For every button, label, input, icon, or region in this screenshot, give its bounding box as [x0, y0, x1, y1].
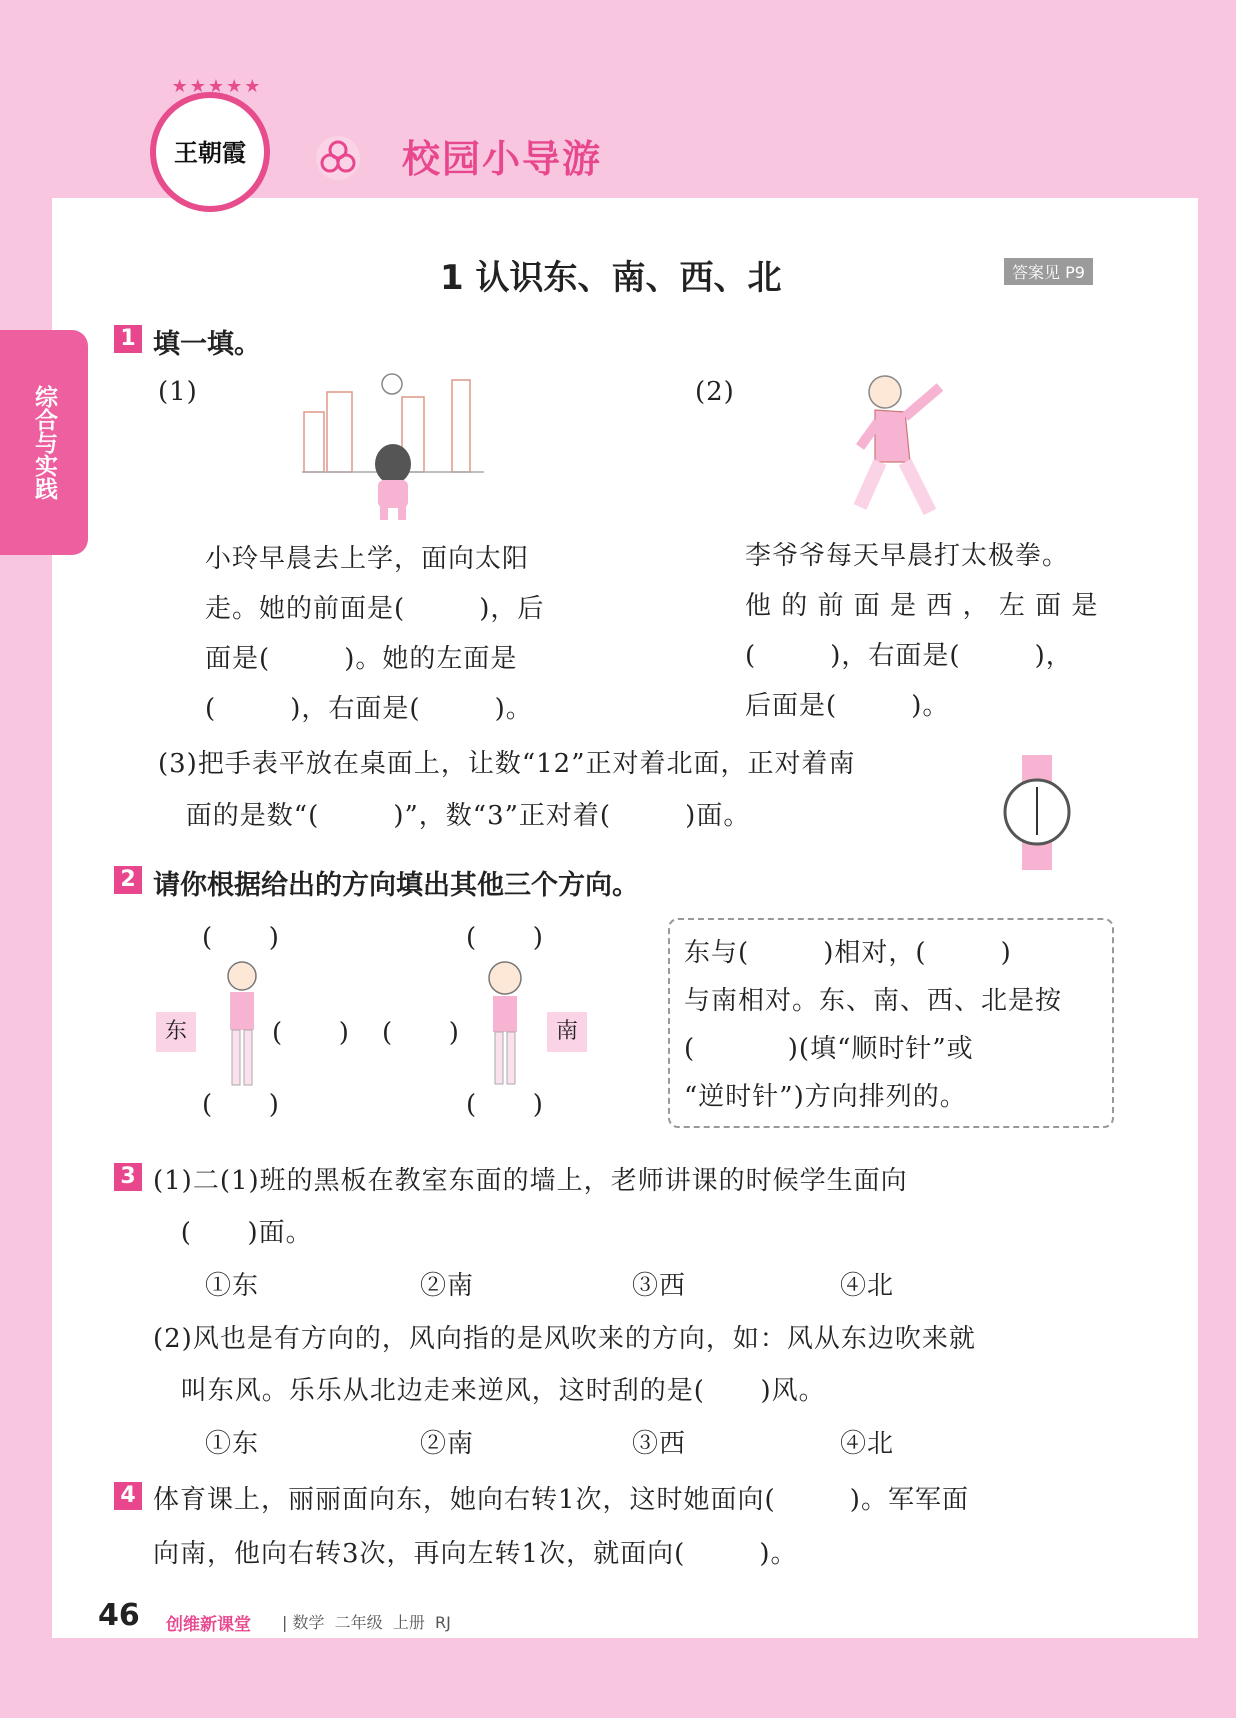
p1-line-2: 走。她的前面是( )，后 — [205, 594, 545, 624]
blank-bottom-left: ( ) — [202, 1090, 280, 1120]
option-south: ②南 — [420, 1271, 475, 1301]
blank-left-right: ( ) — [382, 1018, 460, 1048]
question-title: 填一填。 — [153, 329, 261, 360]
p3-line-2: 面的是数“( )”，数“3”正对着( )面。 — [158, 801, 751, 831]
q4-line-2: 向南，他向右转3次，再向左转1次，就面向( )。 — [153, 1539, 798, 1569]
q3-p2-line-1: (2)风也是有方向的，风向指的是风吹来的方向，如：风从东边吹来就 — [153, 1324, 976, 1354]
box-line-1: 东与( )相对，( ) — [684, 938, 1012, 968]
p1-line-3: 面是( )。她的左面是 — [205, 644, 518, 674]
watch-illustration — [1000, 755, 1075, 870]
option-south: ②南 — [420, 1429, 475, 1459]
question-number: 3 — [114, 1163, 142, 1191]
box-line-3: ( )(填“顺时针”或 — [684, 1034, 974, 1064]
part-label: (1) — [158, 377, 198, 407]
footer-info: | 数学 二年级 上册 RJ — [282, 1613, 451, 1632]
q3-p2-line-2: 叫东风。乐乐从北边走来逆风，这时刮的是( )风。 — [153, 1376, 826, 1406]
girl-illustration — [483, 960, 527, 1090]
p2-line-3: ( )，右面是( )， — [745, 641, 1073, 671]
page-number: 46 — [98, 1598, 140, 1633]
option-east: ①东 — [205, 1271, 260, 1301]
trefoil-icon — [315, 135, 361, 181]
q3-p1-line-1: (1)二(1)班的黑板在教室东面的墙上，老师讲课的时候学生面向 — [153, 1166, 908, 1196]
side-tab: 综合与实践 — [0, 330, 88, 555]
girl-city-illustration — [302, 372, 487, 522]
direction-tag-east: 东 — [156, 1012, 196, 1052]
brand-logo — [150, 76, 270, 212]
box-line-2: 与南相对。东、南、西、北是按 — [684, 986, 1063, 1016]
question-number: 2 — [114, 866, 142, 894]
grandpa-taichi-illustration — [850, 372, 962, 522]
question-number: 4 — [114, 1482, 142, 1510]
question-title: 请你根据给出的方向填出其他三个方向。 — [153, 870, 639, 901]
section-title: 校园小导游 — [402, 137, 603, 181]
p1-line-1: 小玲早晨去上学，面向太阳 — [205, 544, 530, 574]
direction-tag-south: 南 — [547, 1012, 587, 1052]
p3-line-1: (3)把手表平放在桌面上，让数“12”正对着北面，正对着南 — [158, 749, 856, 779]
option-north: ④北 — [840, 1271, 895, 1301]
p2-line-1: 李爷爷每天早晨打太极拳。 — [745, 541, 1070, 571]
part-label: (2) — [695, 377, 735, 407]
blank-right-left: ( ) — [272, 1018, 350, 1048]
q4-line-1: 体育课上，丽丽面向东，她向右转1次，这时她面向( )。军军面 — [153, 1485, 969, 1515]
star-icon-row: ★★★★★ — [171, 76, 263, 97]
option-east: ①东 — [205, 1429, 260, 1459]
footer-brand: 创维新课堂 — [166, 1615, 251, 1635]
question-number: 1 — [114, 325, 142, 353]
option-north: ④北 — [840, 1429, 895, 1459]
answer-ref-badge: 答案见 P9 — [1004, 258, 1093, 285]
lesson-title: 1 认识东、南、西、北 — [440, 258, 782, 298]
q3-p1-line-2: ( )面。 — [153, 1218, 313, 1248]
logo-text: 王朝霞 — [174, 139, 246, 167]
p2-line-2: 他 的 前 面 是 西 ， 左 面 是 — [745, 591, 1099, 621]
p2-line-4: 后面是( )。 — [745, 691, 950, 721]
boy-illustration — [222, 960, 262, 1090]
option-west: ③西 — [632, 1271, 687, 1301]
blank-top-right: ( ) — [466, 923, 544, 953]
p1-line-4: ( )，右面是( )。 — [205, 694, 533, 724]
box-line-4: “逆时针”)方向排列的。 — [684, 1082, 967, 1112]
option-west: ③西 — [632, 1429, 687, 1459]
blank-bottom-right: ( ) — [466, 1090, 544, 1120]
blank-top-left: ( ) — [202, 923, 280, 953]
